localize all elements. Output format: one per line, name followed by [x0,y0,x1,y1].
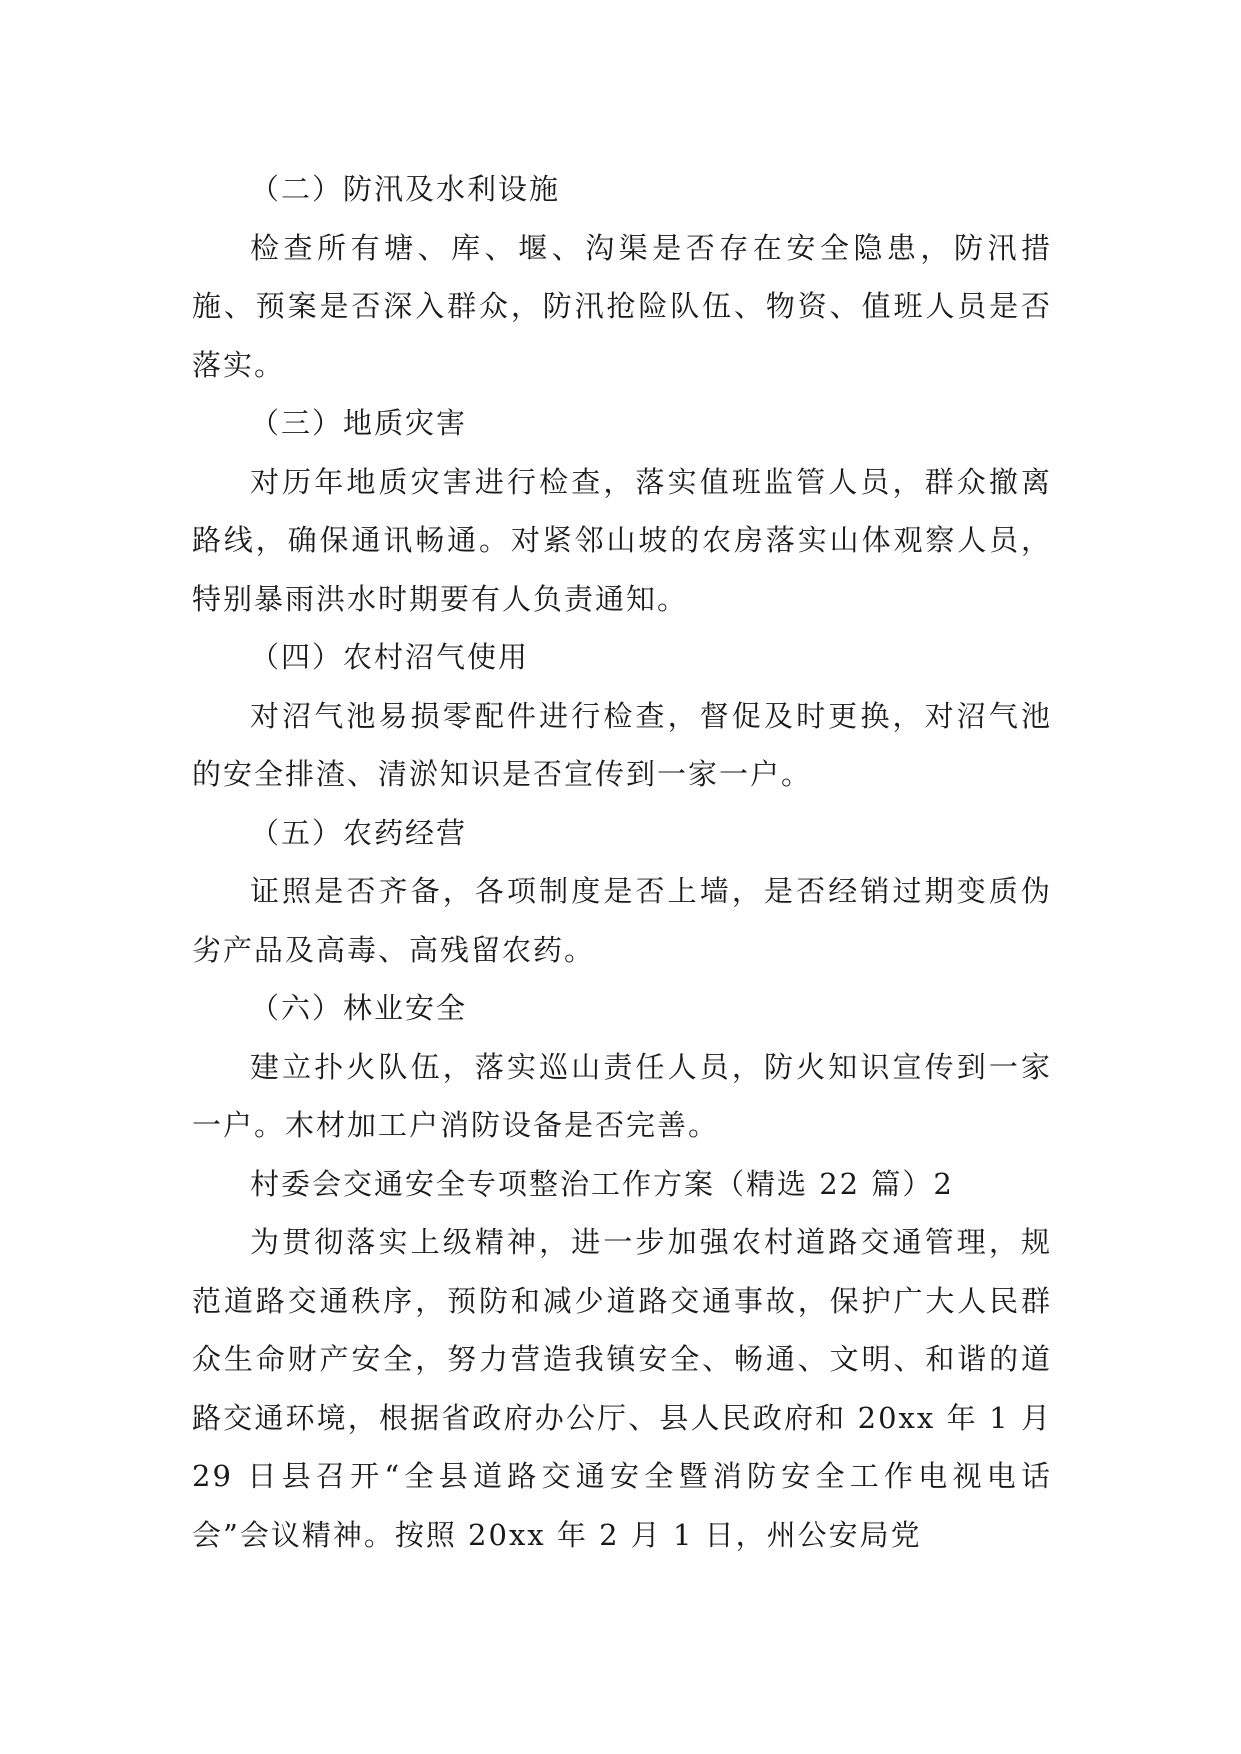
section-heading-forestry: （六）林业安全 [250,991,468,1025]
section-heading-geological-disasters: （三）地质灾害 [250,406,468,440]
paragraph-flood-control: 检查所有塘、库、堰、沟渠是否存在安全隐患，防汛措施、预案是否深入群众，防汛抢险队伍、物资、值班人员是否落实。 [192,230,1052,382]
paragraph-pesticides: 证照是否齐备，各项制度是否上墙，是否经销过期变质伪劣产品及高毒、高残留农药。 [192,874,1052,967]
paragraph-biogas: 对沼气池易损零配件进行检查，督促及时更换，对沼气池的安全排渣、清淤知识是否宣传到一家一户。 [192,698,1052,791]
document-subtitle: 村委会交通安全专项整治工作方案（精选 22 篇）2 [250,1166,954,1201]
paragraph-forestry: 建立扑火队伍，落实巡山责任人员，防火知识宣传到一家一户。木材加工户消防设备是否完善。 [192,1049,1052,1142]
paragraph-traffic-safety-intro: 为贯彻落实上级精神，进一步加强农村道路交通管理，规范道路交通秩序，预防和减少道路交通事故，保护广大人民群众生命财产安全，努力营造我镇安全、畅通、文明、和谐的道路交通环境，根据省政府办公厅、县人民政府和 20xx 年 1 月 29 日县召开“全县道路交通安全暨消防安全工作电视电话会”会议精神。按照 20xx 年 2 月 1 日，州公安局党 [192,1225,1052,1552]
document-body [192,160,1052,1564]
section-heading-pesticides: （五）农药经营 [250,815,468,850]
paragraph-geological-disasters: 对历年地质灾害进行检查，落实值班监管人员，群众撤离路线，确保通讯畅通。对紧邻山坡的农房落实山体观察人员，特别暴雨洪水时期要有人负责通知。 [192,464,1052,616]
section-heading-flood-control: （二）防汛及水利设施 [250,172,561,206]
section-heading-biogas: （四）农村沼气使用 [250,640,530,674]
